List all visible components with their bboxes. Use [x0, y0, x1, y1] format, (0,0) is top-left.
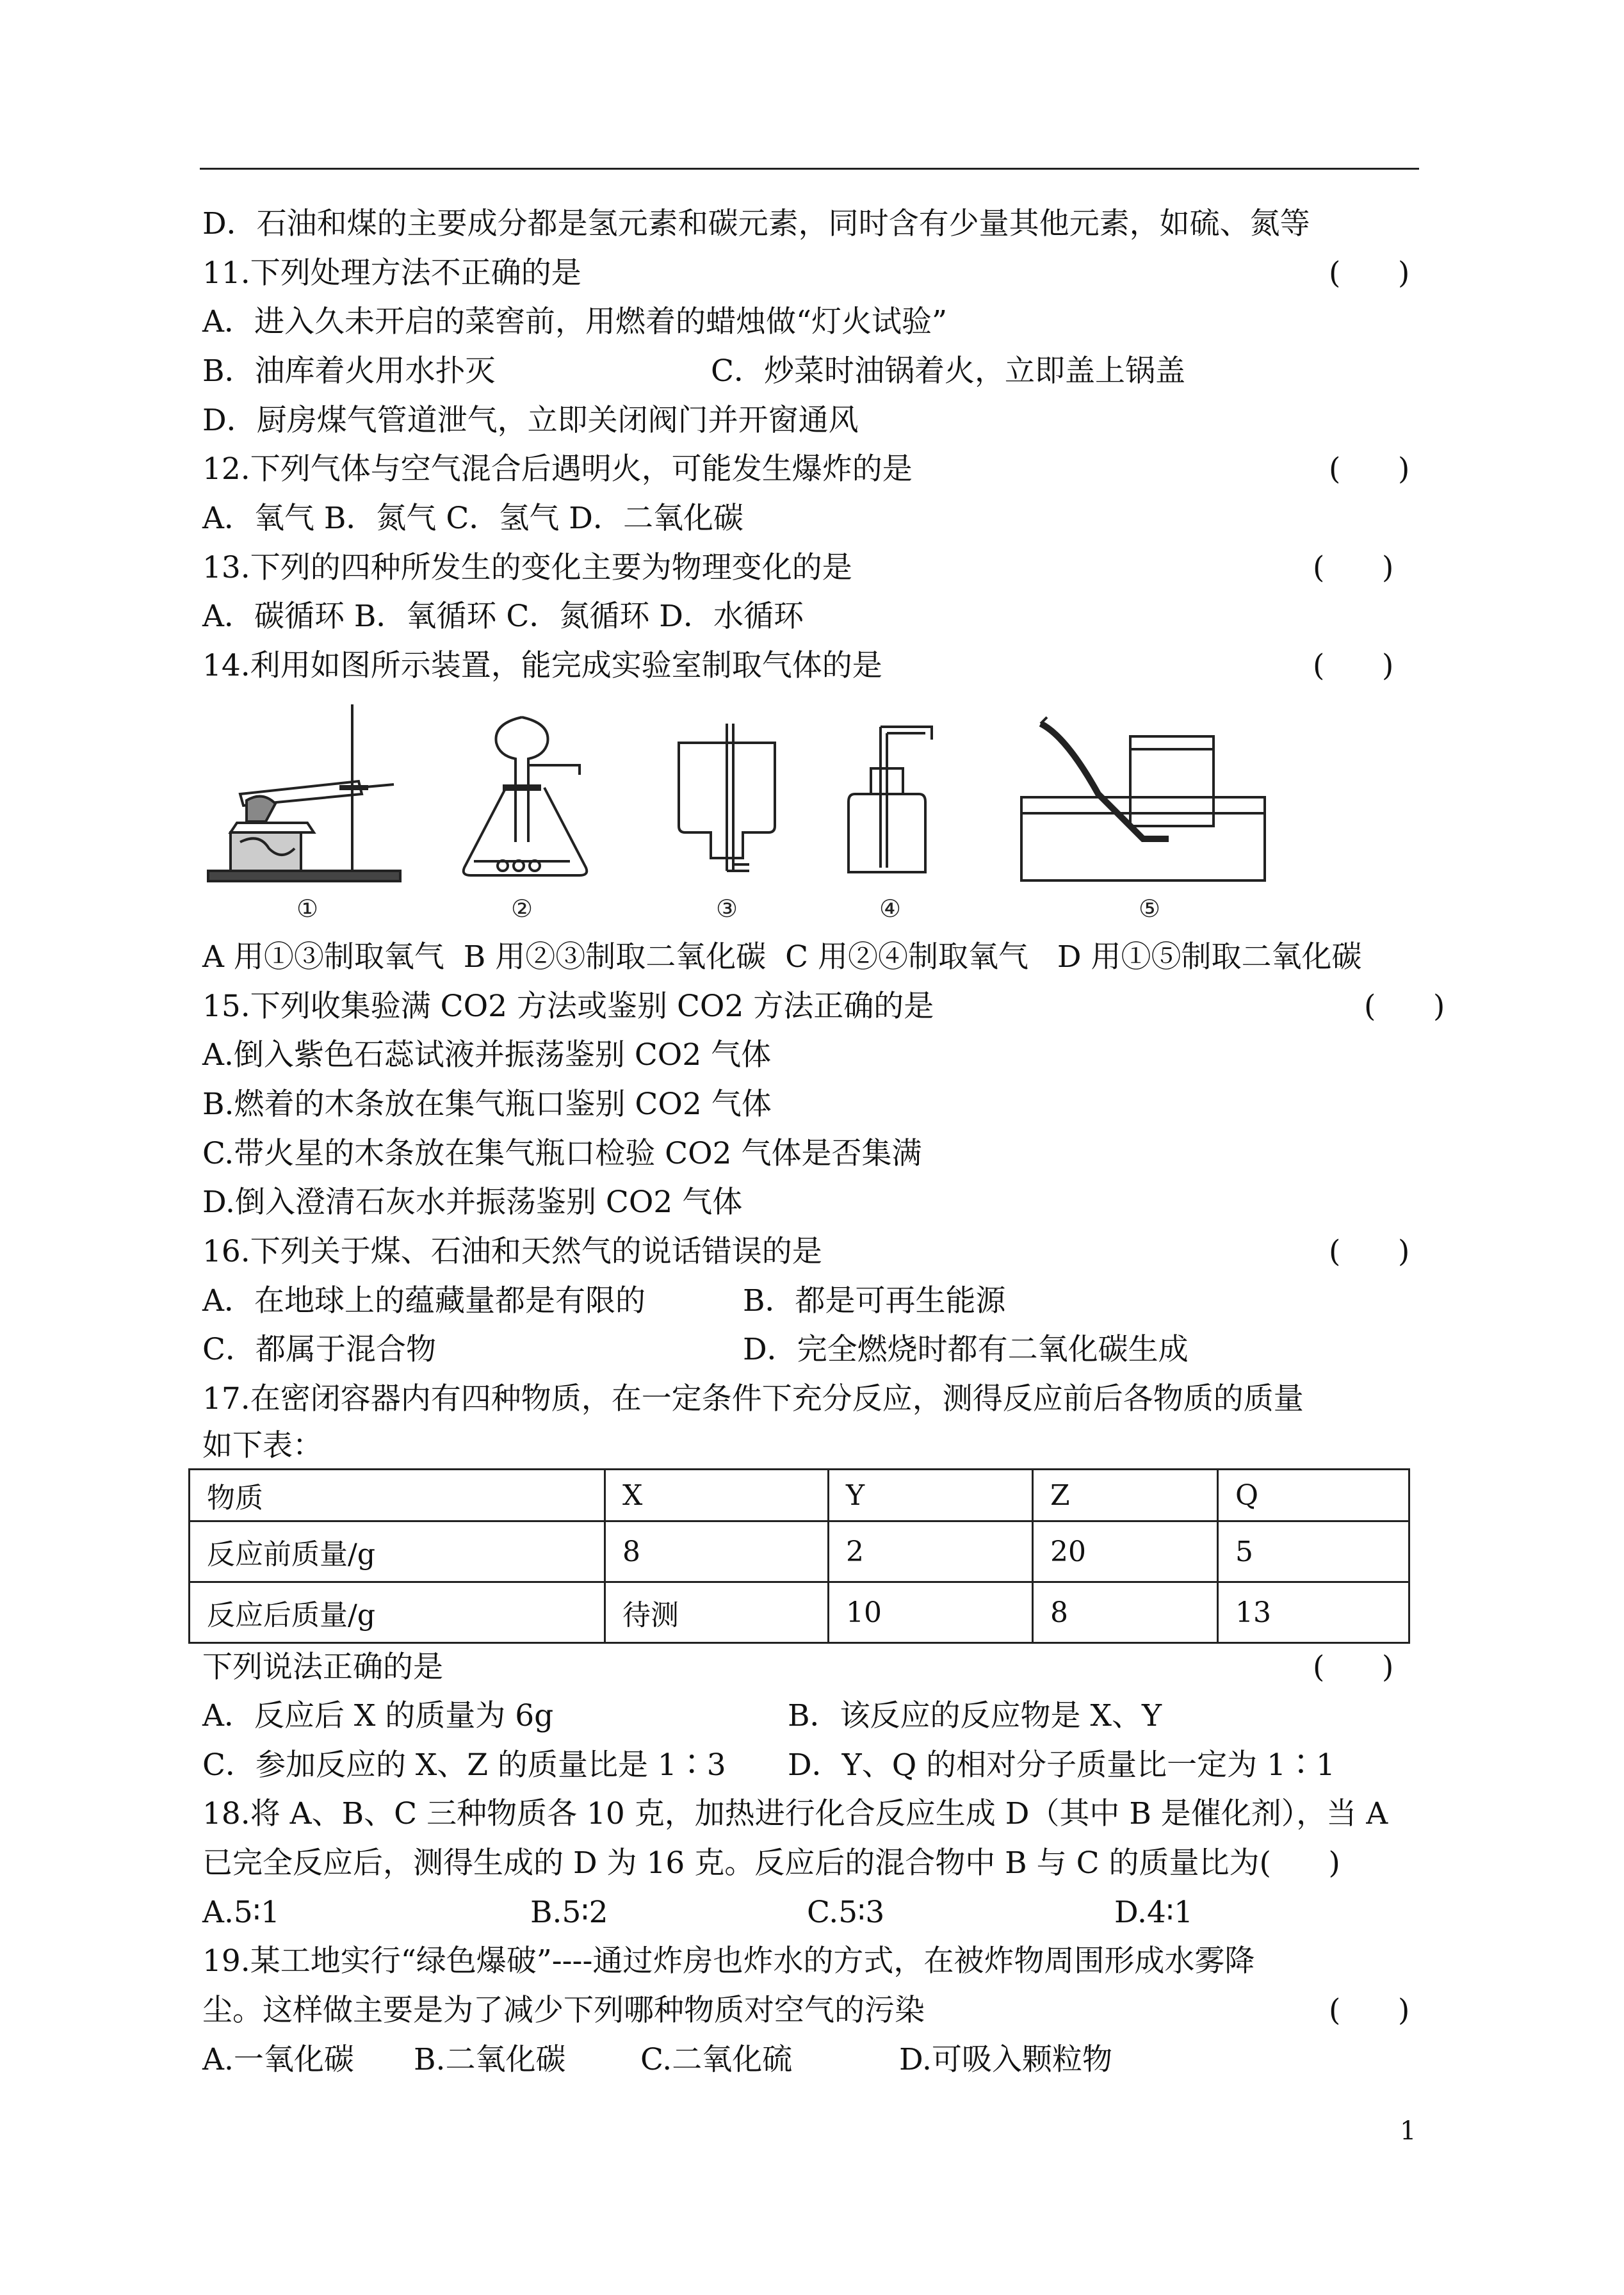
q11-option-b: B．油库着火用水扑灭 — [202, 353, 496, 389]
table-cell: 待测 — [605, 1582, 829, 1643]
q19-option-d: D.可吸入颗粒物 — [899, 2042, 1112, 2077]
figure-label-1: ① — [296, 895, 319, 923]
table-header-row — [190, 1470, 1409, 1521]
q12-stem: 12.下列气体与空气混合后遇明火，可能发生爆炸的是 — [202, 451, 913, 487]
table-cell: Q — [1218, 1470, 1409, 1521]
q17-stem-cont: 如下表： — [202, 1428, 323, 1463]
q10-option-d: D．石油和煤的主要成分都是氢元素和碳元素，同时含有少量其他元素，如硫、氮等 — [202, 206, 1310, 241]
q11-option-a: A．进入久未开启的菜窖前，用燃着的蜡烛做“灯火试验” — [202, 304, 947, 339]
q17-option-c: C．参加反应的 X、Z 的质量比是 1∶3 — [202, 1748, 726, 1783]
q13-options: A．碳循环 B．氧循环 C．氮循环 D．水循环 — [202, 599, 804, 634]
table-cell: 8 — [605, 1521, 829, 1582]
table-cell: 物质 — [190, 1470, 605, 1521]
q18-stem-cont: 已完全反应后，测得生成的 D 为 16 克。反应后的混合物中 B 与 C 的质量比为( ) — [202, 1845, 1340, 1881]
table-cell: 5 — [1218, 1521, 1409, 1582]
table-row — [190, 1582, 1409, 1643]
q17-question: 下列说法正确的是 — [202, 1650, 443, 1685]
table-cell: 2 — [829, 1521, 1033, 1582]
q15-option-b: B.燃着的木条放在集气瓶口鉴别 CO2 气体 — [202, 1087, 772, 1122]
apparatus-4-upright-bottle — [849, 727, 932, 872]
figure-label-2: ② — [510, 895, 533, 923]
table-row — [190, 1521, 1409, 1582]
q16-answer-paren: ( ) — [1329, 1234, 1410, 1269]
q17-option-b: B．该反应的反应物是 X、Y — [788, 1698, 1162, 1733]
apparatus-5-water-trough — [1021, 717, 1265, 880]
q16-option-d: D．完全燃烧时都有二氧化碳生成 — [743, 1332, 1189, 1367]
q19-option-c: C.二氧化硫 — [640, 2042, 793, 2077]
q19-stem: 19.某工地实行“绿色爆破”----通过炸房也炸水的方式，在被炸物周围形成水雾降 — [202, 1943, 1255, 1979]
apparatus-1-heating-tube — [208, 704, 400, 881]
q18-option-a: A.5∶1 — [202, 1895, 280, 1930]
q15-answer-paren: ( ) — [1364, 989, 1445, 1024]
q19-option-a: A.一氧化碳 — [202, 2042, 354, 2077]
table-cell: 反应前质量/g — [190, 1521, 605, 1582]
q17-stem: 17.在密闭容器内有四种物质，在一定条件下充分反应，测得反应前后各物质的质量 — [202, 1381, 1304, 1416]
page-number: 1 — [1400, 2116, 1417, 2146]
q15-option-a: A.倒入紫色石蕊试液并振荡鉴别 CO2 气体 — [202, 1037, 772, 1073]
q17-option-d: D．Y、Q 的相对分子质量比一定为 1∶1 — [788, 1748, 1335, 1783]
q15-stem: 15.下列收集验满 CO2 方法或鉴别 CO2 方法正确的是 — [202, 989, 934, 1024]
q19-stem-cont: 尘。这样做主要是为了减少下列哪种物质对空气的污染 — [202, 1993, 925, 2028]
q17-answer-paren: ( ) — [1313, 1650, 1394, 1685]
q18-stem: 18.将 A、B、C 三种物质各 10 克，加热进行化合反应生成 D（其中 B 是催化剂），当 A — [202, 1796, 1388, 1831]
q14-answer-paren: ( ) — [1313, 648, 1394, 683]
q19-answer-paren: ( ) — [1329, 1993, 1410, 2028]
q11-option-d: D．厨房煤气管道泄气，立即关闭阀门并开窗通风 — [202, 403, 859, 438]
q13-stem: 13.下列的四种所发生的变化主要为物理变化的是 — [202, 550, 852, 585]
table-cell: Z — [1033, 1470, 1218, 1521]
q16-option-c: C．都属于混合物 — [202, 1332, 436, 1367]
q16-option-a: A．在地球上的蕴藏量都是有限的 — [202, 1283, 646, 1318]
q15-option-d: D.倒入澄清石灰水并振荡鉴别 CO2 气体 — [202, 1185, 743, 1220]
header-rule — [200, 168, 1419, 170]
figure-label-5: ⑤ — [1138, 895, 1161, 923]
figure-label-3: ③ — [715, 895, 738, 923]
q16-option-b: B．都是可再生能源 — [743, 1283, 1006, 1318]
q18-option-b: B.5∶2 — [530, 1895, 608, 1930]
q11-option-c: C．炒菜时油锅着火，立即盖上锅盖 — [711, 353, 1185, 389]
table-cell: X — [605, 1470, 829, 1521]
apparatus-2-flask-funnel — [464, 717, 587, 875]
table-cell: 8 — [1033, 1582, 1218, 1643]
apparatus-3-inverted-bottle — [679, 724, 775, 871]
figure-label-4: ④ — [879, 895, 902, 923]
q14-stem: 14.利用如图所示装置，能完成实验室制取气体的是 — [202, 648, 882, 683]
q14-options: A 用①③制取氧气 B 用②③制取二氧化碳 C 用②④制取氧气 D 用①⑤制取二氧化碳 — [202, 939, 1362, 975]
q11-stem: 11.下列处理方法不正确的是 — [202, 255, 581, 291]
q16-stem: 16.下列关于煤、石油和天然气的说话错误的是 — [202, 1234, 822, 1269]
q18-option-c: C.5∶3 — [807, 1895, 885, 1930]
q11-answer-paren: ( ) — [1329, 255, 1410, 291]
table-cell: 20 — [1033, 1521, 1218, 1582]
apparatus-figure — [202, 698, 1284, 929]
q17-mass-table — [188, 1468, 1410, 1644]
q17-option-a: A．反应后 X 的质量为 6g — [202, 1698, 554, 1733]
q12-options: A．氧气 B．氮气 C．氢气 D．二氧化碳 — [202, 501, 743, 536]
q13-answer-paren: ( ) — [1313, 550, 1394, 585]
table-cell: 反应后质量/g — [190, 1582, 605, 1643]
q15-option-c: C.带火星的木条放在集气瓶口检验 CO2 气体是否集满 — [202, 1136, 922, 1171]
table-cell: Y — [829, 1470, 1033, 1521]
q19-option-b: B.二氧化碳 — [414, 2042, 566, 2077]
q12-answer-paren: ( ) — [1329, 451, 1410, 487]
table-cell: 10 — [829, 1582, 1033, 1643]
q18-option-d: D.4∶1 — [1114, 1895, 1193, 1930]
table-cell: 13 — [1218, 1582, 1409, 1643]
